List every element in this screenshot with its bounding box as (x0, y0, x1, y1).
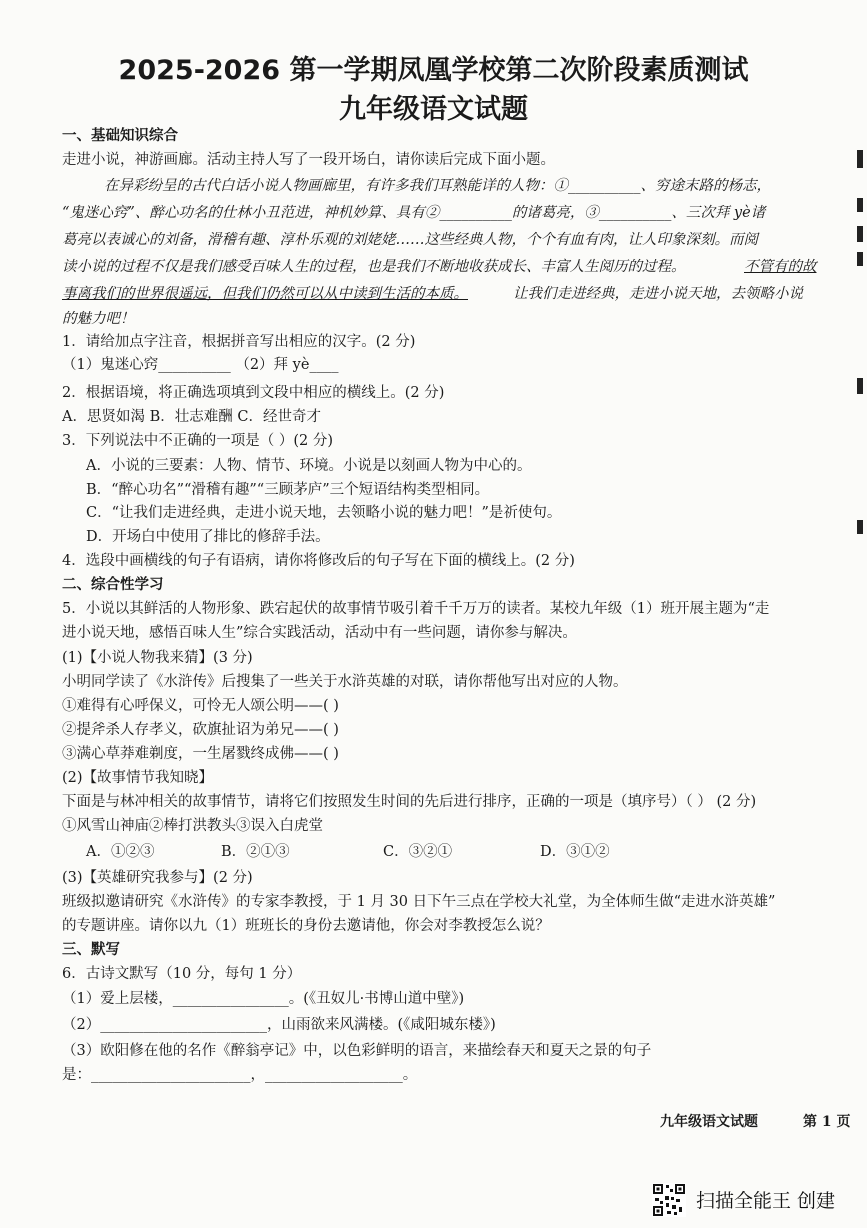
text-line: 的魅力吧！ (62, 311, 135, 327)
text-line: 不管有的故 (744, 259, 817, 275)
section-heading: 三、默写 (62, 941, 120, 958)
text-line: 3．下列说法中不正确的一项是（ ）(2 分) (62, 433, 333, 449)
text-line: ①风雪山神庙②棒打洪教头③误入白虎堂 (62, 818, 323, 834)
text-line: 5．小说以其鲜活的人物形象、跌宕起伏的故事情节吸引着千千万万的读者。某校九年级（1）班开展主题为“走 (62, 601, 770, 617)
text-line: 2．根据语境，将正确选项填到文段中相应的横线上。(2 分) (62, 385, 445, 401)
text-line: （2）_______________________，山雨欲来风满楼。(《咸阳城东楼》) (62, 1017, 496, 1033)
text-line: 的专题讲座。请你以九（1）班班长的身份去邀请他，你会对李教授怎么说？ (62, 918, 550, 934)
text-line: 小明同学读了《水浒传》后搜集了一些关于水浒英雄的对联，请你帮他写出对应的人物。 (62, 674, 628, 690)
text-line: 4．选段中画横线的句子有语病，请你将修改后的句子写在下面的横线上。(2 分) (62, 553, 575, 569)
text-line: （3）欧阳修在他的名作《醉翁亭记》中，以色彩鲜明的语言，来描绘春天和夏天之景的句子 (62, 1043, 652, 1059)
scan-edge-mark (857, 520, 863, 534)
text-line: B．②①③ (221, 844, 290, 860)
section-heading: 二、综合性学习 (62, 576, 164, 593)
scanner-watermark: 扫描全能王 创建 (696, 1190, 836, 1212)
text-line: A．小说的三要素：人物、情节、环境。小说是以刻画人物为中心的。 (86, 458, 532, 474)
text-line: 6．古诗文默写（10 分，每句 1 分） (62, 966, 302, 982)
scan-edge-mark (857, 252, 863, 266)
text-line: C．“让我们走进经典，走进小说天地，去领略小说的魅力吧！”是祈使句。 (86, 505, 562, 521)
text-line: D．开场白中使用了排比的修辞手法。 (86, 529, 330, 545)
text-line: 走进小说，神游画廊。活动主持人写了一段开场白，请你读后完成下面小题。 (62, 152, 555, 168)
text-line: D．③①② (540, 844, 610, 860)
qr-code-icon (652, 1183, 686, 1217)
text-line: （1）爱上层楼，________________。(《丑奴儿·书博山道中壁》) (62, 991, 465, 1007)
text-line: (1)【小说人物我来猜】(3 分) (62, 650, 253, 666)
text-line: 下面是与林冲相关的故事情节，请将它们按照发生时间的先后进行排序，正确的一项是（填序号）（ ） (2 分) (62, 794, 757, 810)
exam-subtitle: 九年级语文试题 (339, 94, 528, 125)
text-line: 进小说天地，感悟百味人生”综合实践活动，活动中有一些问题，请你参与解决。 (62, 625, 577, 641)
text-line: 葛亮以表诚心的刘备，滑稽有趣、淳朴乐观的刘姥姥……这些经典人物，个个有血有肉，让人印象深刻。而阅 (62, 232, 758, 248)
section-heading: 一、基础知识综合 (62, 127, 178, 144)
scan-edge-mark (857, 378, 863, 394)
text-line: 班级拟邀请研究《水浒传》的专家李教授，于 1 月 30 日下午三点在学校大礼堂，为全体师生做“走进水浒英雄” (62, 894, 776, 910)
text-line: 读小说的过程不仅是我们感受百味人生的过程，也是我们不断地收获成长、丰富人生阅历的过程。 (62, 259, 686, 275)
scan-edge-mark (857, 198, 863, 212)
scan-edge-mark (857, 150, 863, 168)
text-line: 事离我们的世界很遥远，但我们仍然可以从中读到生活的本质。 (62, 286, 468, 302)
text-line: (3)【英雄研究我参与】(2 分) (62, 870, 253, 886)
text-line: B．“醉心功名”“滑稽有趣”“三顾茅庐”三个短语结构类型相同。 (86, 482, 490, 498)
text-line: ③满心草莽难剃度，一生屠戮终成佛——( ) (62, 746, 339, 762)
text-line: 让我们走进经典，走进小说天地，去领略小说 (513, 286, 803, 302)
text-line: 1．请给加点字注音，根据拼音写出相应的汉字。(2 分) (62, 334, 416, 350)
text-line: ①难得有心呼保义，可怜无人颂公明——( ) (62, 698, 339, 714)
text-line: （1）鬼迷心窍__________ （2）拜 yè____ (62, 357, 339, 373)
text-line: A．思贤如渴 B．壮志难酬 C．经世奇才 (62, 409, 321, 425)
text-line: ②提斧杀人存孝义，砍旗扯诏为弟兄——( ) (62, 722, 339, 738)
text-line: 在异彩纷呈的古代白话小说人物画廊里，有许多我们耳熟能详的人物：①__________、穷途末路的杨志， (104, 178, 771, 194)
footer-page-label: 九年级语文试题 (660, 1114, 758, 1130)
text-line: C．③②① (383, 844, 453, 860)
exam-title: 2025-2026 第一学期凤凰学校第二次阶段素质测试 (118, 55, 749, 86)
scan-edge-mark (857, 226, 863, 242)
text-line: A．①②③ (86, 844, 155, 860)
text-line: (2)【故事情节我知晓】 (62, 770, 214, 786)
text-line: 是：______________________，___________________。 (62, 1067, 418, 1083)
footer-page-number: 第 1 页 (803, 1114, 851, 1130)
text-line: “鬼迷心窍”、醉心功名的仕林小丑范进，神机妙算、具有②__________的诸葛亮，③__________、三次拜 yè诸 (62, 205, 766, 221)
